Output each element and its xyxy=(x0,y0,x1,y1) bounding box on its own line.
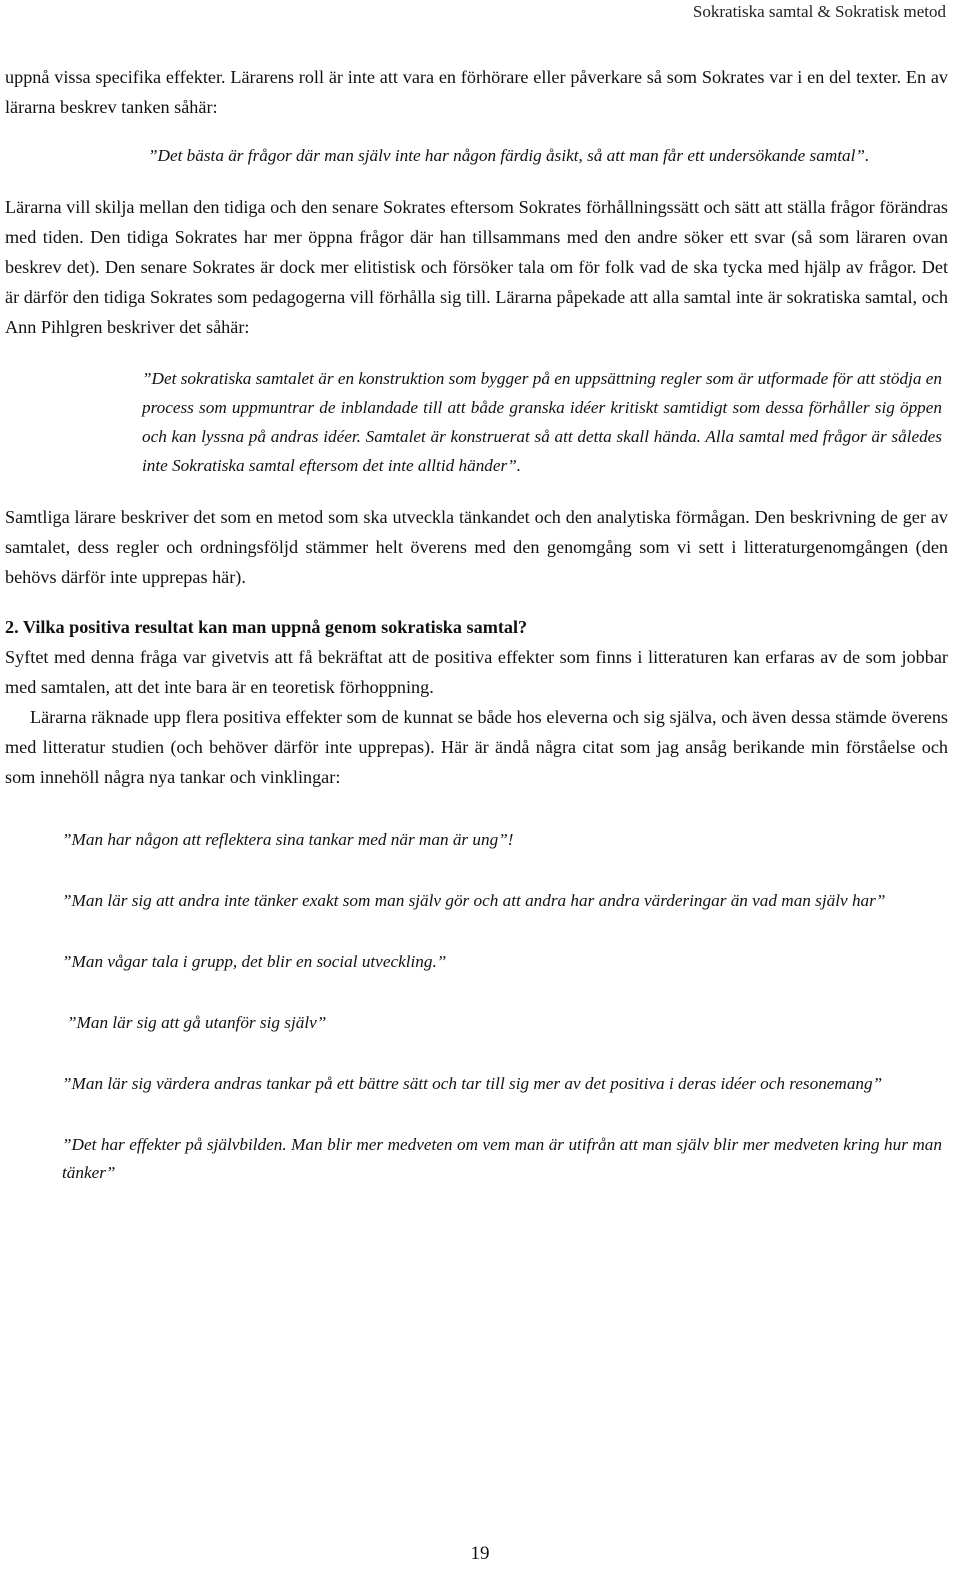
paragraph: Syftet med denna fråga var givetvis att få bekräftat att de positiva effekter som finns i litteraturen kan erfaras av de som jobbar med samtalen, att det inte bara är en teoretisk förhoppning. xyxy=(5,647,948,697)
running-header: Sokratiska samtal & Sokratisk metod xyxy=(692,2,946,21)
page-body xyxy=(5,62,948,1220)
section-heading: 2. Vilka positiva resultat kan man uppnå genom sokratiska samtal? xyxy=(5,617,528,637)
quote-item: ”Man lär sig att gå utanför sig själv” xyxy=(67,1013,327,1032)
paragraph: Lärarna vill skilja mellan den tidiga och den senare Sokrates eftersom Sokrates förhållningssätt och sätt att ställa frågor förändras med tiden. Den tidiga Sokrates har mer öppna frågor där han tillsammans med den andre söker ett svar (så som läraren ovan beskrev det). Den senare Sokrates är dock mer elitistisk och försöker tala om för folk vad de ska tycka med hjälp av frågor. Det är därför den tidiga Sokrates som pedagogerna vill förhålla sig till. Lärarna påpekade att alla samtal inte är sokratiska samtal, och Ann Pihlgren beskriver det såhär: xyxy=(5,197,948,337)
quote-item: ”Man lär sig värdera andras tankar på ett bättre sätt och tar till sig mer av det positiva i deras idéer och resonemang” xyxy=(62,1074,883,1093)
paragraph: uppnå vissa specifika effekter. Lärarens roll är inte att vara en förhörare eller påverkare så som Sokrates var i en del texter. En av lärarna beskrev tanken såhär: xyxy=(5,67,948,117)
quote-item: ”Man lär sig att andra inte tänker exakt som man själv gör och att andra har andra värderingar än vad man själv har” xyxy=(62,891,886,910)
quote-item: ”Man har någon att reflektera sina tankar med när man är ung”! xyxy=(62,830,514,849)
paragraph: Lärarna räknade upp flera positiva effekter som de kunnat se både hos eleverna och sig själva, och även dessa stämde överens med litteratur studien (och behöver därför inte upprepas). Här är ändå några citat som jag ansåg berikande min förståelse och som innehöll några nya tankar och vinklingar: xyxy=(5,707,948,787)
page-number: 19 xyxy=(470,1543,490,1564)
paragraph: Samtliga lärare beskriver det som en metod som ska utveckla tänkandet och den analytiska förmågan. Den beskrivning de ger av samtalet, dess regler och ordningsföljd stämmer helt överens med den genomgång som vi sett i litteraturgenomgången (den behövs därför inte upprepas här). xyxy=(5,507,948,587)
quote-item: ”Det har effekter på självbilden. Man blir mer medveten om vem man är utifrån att man själv blir mer medveten kring hur man tänker” xyxy=(62,1135,942,1182)
block-quote: ”Det bästa är frågor där man själv inte har någon färdig åsikt, så att man får ett undersökande samtal”. xyxy=(148,146,870,165)
quote-list xyxy=(5,826,948,1187)
quote-item: ”Man vågar tala i grupp, det blir en social utveckling.” xyxy=(62,952,447,971)
block-quote: ”Det sokratiska samtalet är en konstruktion som bygger på en uppsättning regler som är utformade för att stödja en process som uppmuntrar de inblandade till att både granska idéer kritiskt samtidigt som dessa förhåller sig öppen och kan lyssna på andras idéer. Samtalet är konstruerat så att detta skall hända. Alla samtal med frågor är således inte Sokratiska samtal eftersom det inte alltid händer”. xyxy=(142,369,942,475)
